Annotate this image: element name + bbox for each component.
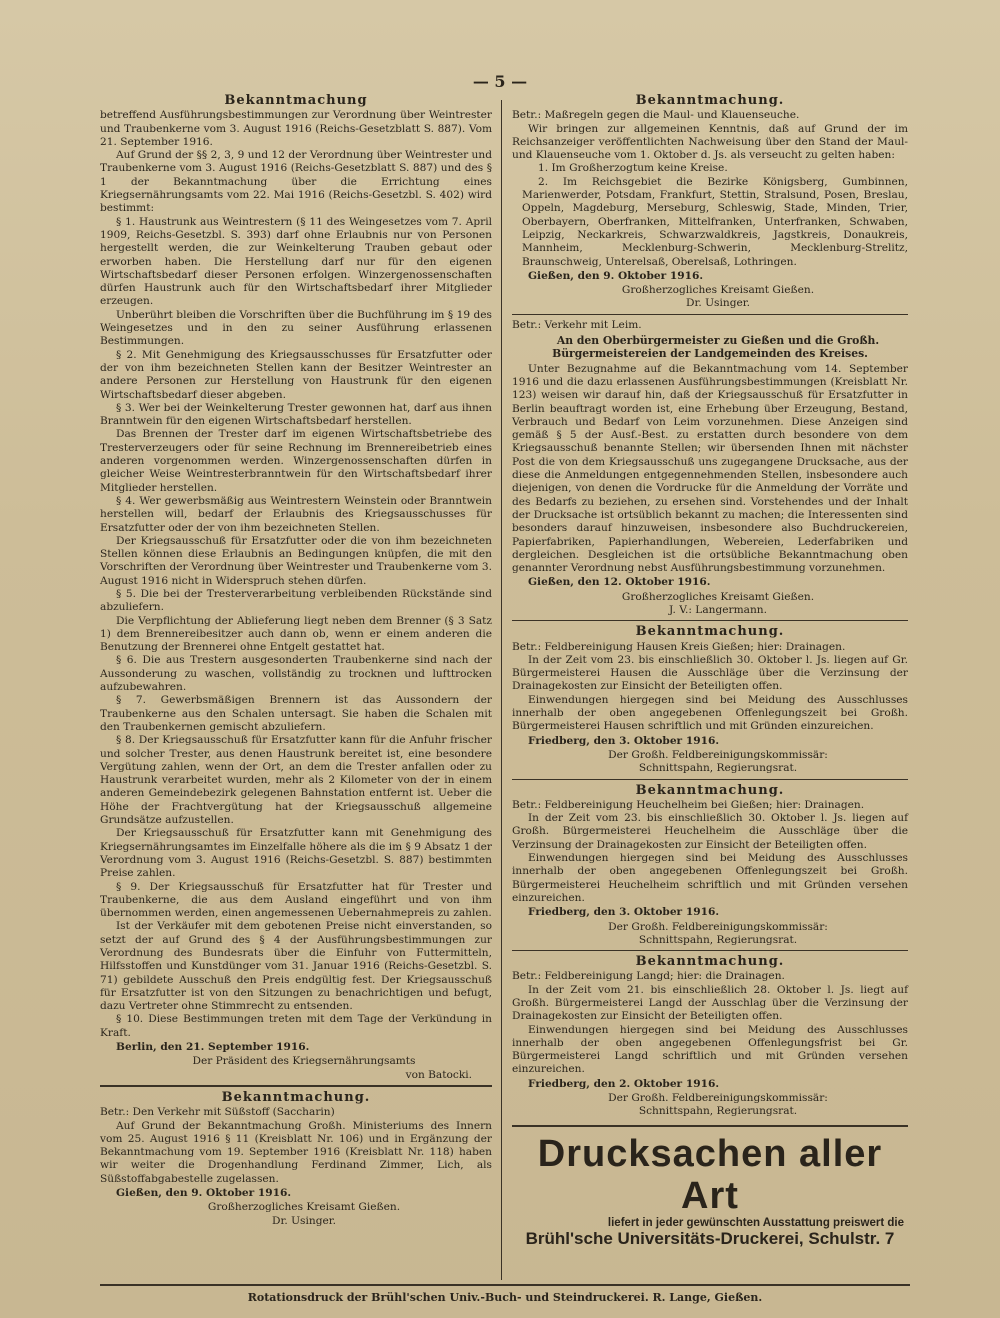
- notice-signature-office: Der Großh. Feldbereinigungskommissär:: [608, 920, 828, 933]
- separator: [512, 779, 908, 780]
- notice-paragraph: Ist der Verkäufer mit dem gebotenen Preise nicht einverstanden, so setzt der auf Grund des § 4 der Ausführungsbestimmungen zur Verordnung des Bundesrats über die Einfuhr von Futtermitteln, Hilfsstoffen und Kunstdünger vom 31. Januar 1916 (Reichs-Gesetzbl. S. 71) gebildete Ausschuß den Preis endgültig fest. Der Kriegsausschuß für Ersatzfutter ist von den Sitzungen zu benachrichtigen und befugt, dazu Vertreter ohne Stimmrecht zu entsenden.: [100, 920, 492, 1013]
- notice-list-item: 1. Im Großherzogtum keine Kreise.: [538, 162, 728, 175]
- notice-suessstoff: [100, 1091, 492, 1228]
- notice-paragraph: § 9. Der Kriegsausschuß für Ersatzfutter hat für Trester und Traubenkerne, die aus dem Ausland eingeführt und von ihm übernommen werden, einen angemessenen Uebernahmepreis zu zahlen.: [100, 880, 492, 920]
- notice-paragraph: Auf Grund der §§ 2, 3, 9 und 12 der Verordnung über Weintrester und Traubenkerne vom 3. August 1916 (Reichs-Gesetzblatt S. 887) und des § 1 der Bekanntmachung über die Errichtung eines Kriegsernährungsamts vom 22. Mai 1916 (Reichs-Gesetzbl. S. 402) wird bestimmt:: [100, 149, 492, 215]
- notice-paragraph: § 10. Diese Bestimmungen treten mit dem Tage der Verkündung in Kraft.: [100, 1013, 492, 1039]
- notice-place-date: Gießen, den 9. Oktober 1916.: [116, 1187, 292, 1200]
- notice-paragraph: § 2. Mit Genehmigung des Kriegsausschusses für Ersatzfutter oder der von ihm bezeichneten Stellen kann der Besitzer Weintrester an andere Personen zur Herstellung von Haustrunk für den eigenen Wirtschaftsbedarf dieser abgeben.: [100, 348, 492, 401]
- notice-signature-name: Schnittspahn, Regierungsrat.: [638, 1105, 798, 1118]
- separator: [512, 620, 908, 621]
- notice-paragraph: § 6. Die aus Trestern ausgesonderten Traubenkerne sind nach der Aussonderung zu waschen, vollständig zu trocknen und lufttrocken aufzubewahren.: [100, 654, 492, 694]
- notice-paragraph: § 5. Die bei der Tresterverarbeitung verbleibenden Rückstände sind abzuliefern.: [100, 587, 492, 614]
- notice-place-date: Gießen, den 12. Oktober 1916.: [528, 576, 711, 589]
- notice-paragraph: Einwendungen hiergegen sind bei Meidung des Ausschlusses innerhalb der oben angegebenen Offenlegungsfrist bei Gr. Bürgermeisterei Langd schriftlich und mit Gründen versehen einzureichen.: [512, 1023, 908, 1076]
- notice-place-date: Friedberg, den 2. Oktober 1916.: [528, 1077, 720, 1090]
- notice-signature-name: Dr. Usinger.: [685, 297, 751, 310]
- notice-signature-name: J. V.: Langermann.: [669, 603, 767, 616]
- notice-paragraph: Einwendungen hiergegen sind bei Meidung des Ausschlusses innerhalb der oben angegebenen Offenlegungszeit bei Großh. Bürgermeisterei Heuchelheim schriftlich und mit Gründen versehen einzureichen.: [512, 852, 908, 904]
- notice-weintrester: [100, 94, 492, 1082]
- notice-paragraph: betreffend Ausführungsbestimmungen zur Verordnung über Weintrester und Traubenkerne vom 3. August 1916 (Reichs-Gesetzblatt S. 887). Vom 21. September 1916.: [100, 109, 492, 148]
- notice-paragraph: § 3. Wer bei der Weinkelterung Trester gewonnen hat, darf aus ihnen Branntwein für den eigenen Wirtschaftsbedarf herstellen.: [100, 401, 492, 428]
- notice-paragraph: § 7. Gewerbsmäßigen Brennern ist das Aussondern der Traubenkerne aus den Schalen untersagt. Sie haben die Schalen mit den Traubenkernen gemischt abzuliefern.: [100, 694, 492, 733]
- notice-title: Bekanntmachung.: [635, 93, 785, 108]
- page-number: — 5 —: [472, 72, 528, 91]
- notice-paragraph: § 1. Haustrunk aus Weintrestern (§ 11 des Weingesetzes vom 7. April 1909, Reichs-Gesetzbl. S. 393) darf ohne Erlaubnis nur von Personen hergestellt werden, die zur Weinkelterung Trauben gebaut oder erworben haben. Die Herstellung darf nur für den eigenen Wirtschaftsbedarf dieser Personen erfolgen. Winzergenossenschaften dürfen Haustrunk auch für den Wirtschaftsbedarf ihrer Mitglieder erzeugen.: [100, 215, 492, 308]
- notice-paragraph: § 8. Der Kriegsausschuß für Ersatzfutter kann für die Anfuhr frischer und solcher Trester, aus denen Haustrunk bereitet ist, eine besondere Vergütung zahlen, wenn der Ort, an dem die Trester anfallen oder zu Haustrunk verarbeitet wurden, mehr als 2 Kilometer von der in einem anderen Gemeindebezirk gelegenen Bahnstation entfernt ist. Ueber die Höhe der Frachtvergütung hat der Kriegsausschuß allgemeine Grundsätze aufzustellen.: [100, 734, 492, 827]
- notice-signature-office: Großherzogliches Kreisamt Gießen.: [207, 1201, 401, 1214]
- notice-signature-office: Großherzogliches Kreisamt Gießen.: [621, 590, 815, 603]
- ad-headline: Drucksachen aller Art: [537, 1132, 883, 1217]
- ad-tagline: liefert in jeder gewünschten Ausstattung preiswert die: [607, 1216, 904, 1229]
- notice-signature-name: von Batocki.: [405, 1068, 472, 1081]
- notice-signature-office: Der Präsident des Kriegsernährungsamts: [192, 1055, 416, 1068]
- notice-paragraph: Der Kriegsausschuß für Ersatzfutter kann mit Genehmigung des Kriegsernährungsamtes im Einzelfalle höhere als die im § 9 Absatz 1 der Verordnung vom 3. August 1916 (Reichs-Gesetzbl. S. 887) bestimmten Preise zahlen.: [100, 827, 492, 880]
- notice-subject: Betr.: Feldbereinigung Hausen Kreis Gießen; hier: Drainagen.: [512, 640, 846, 653]
- notice-title: Bekanntmachung.: [635, 954, 785, 970]
- column-divider: [501, 100, 502, 1280]
- notice-paragraph: § 4. Wer gewerbsmäßig aus Weintrestern Weinstein oder Branntwein herstellen will, bedarf der Erlaubnis des Kriegsausschusses für Ersatzfutter oder der von ihm bezeichneten Stellen.: [100, 494, 492, 534]
- notice-signature-name: Dr. Usinger.: [271, 1214, 337, 1227]
- notice-signature-office: Großherzogliches Kreisamt Gießen.: [621, 284, 815, 297]
- notice-paragraph: Der Kriegsausschuß für Ersatzfutter oder die von ihm bezeichneten Stellen können diese Erlaubnis an Bedingungen knüpfen, die mit den Vorschriften der Verordnung über Weintrester und Traubenkerne vom 3. August 1916 nicht in Widerspruch stehen dürfen.: [100, 534, 492, 587]
- notice-paragraph: In der Zeit vom 23. bis einschließlich 30. Oktober l. Js. liegen auf Großh. Bürgermeisterei Heuchelheim die Ausschläge über die Verzinsung der Drainagekosten zur Einsicht der Beteiligten offen.: [512, 812, 908, 851]
- notice-paragraph: Wir bringen zur allgemeinen Kenntnis, daß auf Grund der im Reichsanzeiger veröffentlichten Nachweisung über den Stand der Maul- und Klauenseuche vom 1. Oktober d. Js. als verseucht zu gelten haben:: [512, 122, 908, 162]
- notice-addressee: An den Oberbürgermeister zu Gießen und die Großh. Bürgermeistereien der Landgemeinden des Kreises.: [552, 334, 880, 361]
- right-column: [512, 92, 908, 1248]
- notice-paragraph: Unberührt bleiben die Vorschriften über die Buchführung im § 19 des Weingesetzes und in den zu seiner Ausführung erlassenen Bestimmungen.: [100, 308, 492, 348]
- notice-hausen: [512, 625, 908, 775]
- notice-paragraph: Die Verpflichtung der Ablieferung liegt neben dem Brenner (§ 3 Satz 1) dem Brennereibesitzer auch dann ob, wenn er einem anderen die Benutzung der Brennerei ohne Entgelt gestattet hat.: [100, 614, 492, 654]
- notice-subject: Betr.: Feldbereinigung Langd; hier: die Drainagen.: [512, 970, 785, 983]
- notice-paragraph: Unter Bezugnahme auf die Bekanntmachung vom 14. September 1916 und die dazu erlassenen Ausführungsbestimmungen (Kreisblatt Nr. 123) weisen wir darauf hin, daß der Kriegsausschuß für Ersatzfutter in Berlin beauftragt worden ist, eine Erhebung über Erzeugung, Bestand, Verbrauch und Bedarf von Leim vorzunehmen. Diese Anzeigen sind gemäß § 5 der Ausf.-Best. zu erstatten durch besondere von dem Kriegsausschuß benannte Stellen; wir übersenden Ihnen mit nächster Post die von dem Kriegsausschuß uns zugegangene Drucksache, aus der diese die Anmeldungen entgegennehmenden Stellen, insbesondere auch diejenigen, von denen die Vordrucke für die Anmeldung der Vorräte und des Bedarfs zu beziehen, zu ersehen sind. Vorstehendes und der Inhalt der Drucksache ist ortsüblich bekannt zu machen; die Interessenten sind besonders darauf hinzuweisen, insbesondere also Buchdruckereien, Papierfabriken, Papierhandlungen, Webereien, Lederfabriken und dergleichen. Desgleichen ist die ortsübliche Bekanntmachung oben genannter Verordnung nebst Ausführungsbestimmung vorzunehmen.: [512, 362, 908, 575]
- notice-subject: Betr.: Den Verkehr mit Süßstoff (Saccharin): [100, 1106, 335, 1119]
- notice-leim: [512, 319, 908, 618]
- left-column: [100, 92, 492, 1228]
- ad-company: Brühl'sche Universitäts-Druckerei, Schulstr. 7: [525, 1228, 895, 1248]
- notice-heuchelheim: [512, 784, 908, 948]
- notice-signature-office: Der Großh. Feldbereinigungskommissär:: [608, 748, 828, 761]
- notice-subject: Betr.: Feldbereinigung Heuchelheim bei Gießen; hier: Drainagen.: [512, 798, 865, 811]
- separator: [100, 1085, 492, 1087]
- printing-advertisement: [512, 1125, 908, 1246]
- notice-place-date: Friedberg, den 3. Oktober 1916.: [528, 906, 720, 919]
- notice-paragraph: Das Brennen der Trester darf im eigenen Wirtschaftsbetriebe des Tresterverzeugers oder für seine Rechnung im Brennereibetrieb eines anderen vorgenommen werden. Winzergenossenschaften dürfen in gleicher Weise Weintresterbranntwein für den Wirtschaftsbedarf ihrer Mitglieder herstellen.: [100, 428, 492, 494]
- notice-place-date: Gießen, den 9. Oktober 1916.: [528, 269, 704, 282]
- notice-paragraph: In der Zeit vom 23. bis einschließlich 30. Oktober l. Js. liegen auf Gr. Bürgermeisterei Hausen die Ausschläge über die Verzinsung der Drainagekosten zur Einsicht der Beteiligten offen.: [512, 653, 908, 693]
- printer-footer: Rotationsdruck der Brühl'schen Univ.-Buch- und Steindruckerei. R. Lange, Gießen.: [100, 1284, 910, 1304]
- notice-signature-name: Schnittspahn, Regierungsrat.: [638, 762, 798, 775]
- notice-title: Bekanntmachung: [224, 93, 368, 108]
- notice-place-date: Berlin, den 21. September 1916.: [116, 1041, 310, 1054]
- separator: [512, 950, 908, 951]
- notice-signature-name: Schnittspahn, Regierungsrat.: [638, 933, 798, 946]
- notice-title: Bekanntmachung.: [635, 624, 785, 640]
- notice-maulseuche: [512, 94, 908, 311]
- notice-signature-office: Der Großh. Feldbereinigungskommissär:: [608, 1092, 828, 1105]
- notice-paragraph: Einwendungen hiergegen sind bei Meidung des Ausschlusses innerhalb der oben angegebenen Offenlegungszeit bei Großh. Bürgermeisterei Hausen schriftlich und mit Gründen einzureichen.: [512, 693, 908, 733]
- notice-paragraph: Auf Grund der Bekanntmachung Großh. Ministeriums des Innern vom 25. August 1916 § 11 (Kreisblatt Nr. 106) und in Ergänzung der Bekanntmachung vom 19. September 1916 (Kreisblatt Nr. 118) haben wir weiter die Drogenhandlung Ferdinand Zimmer, Lich, als Süßstoffabgabestelle zugelassen.: [100, 1119, 492, 1185]
- notice-paragraph: In der Zeit vom 21. bis einschließlich 28. Oktober l. Js. liegt auf Großh. Bürgermeisterei Langd der Ausschlag über die Verzinsung der Drainagekosten zur Einsicht der Beteiligten offen.: [512, 983, 908, 1023]
- notice-subject: Betr.: Verkehr mit Leim.: [512, 318, 642, 331]
- notice-subject: Betr.: Maßregeln gegen die Maul- und Klauenseuche.: [512, 109, 800, 122]
- separator: [512, 314, 908, 315]
- notice-list-item: 2. Im Reichsgebiet die Bezirke Königsberg, Gumbinnen, Marienwerder, Potsdam, Frankfurt, Stettin, Stralsund, Posen, Breslau, Oppeln, Magdeburg, Merseburg, Schleswig, Stade, Minden, Trier, Oberbayern, Oberfranken, Mittelfranken, Unterfranken, Schwaben, Leipzig, Neckarkreis, Schwarzwaldkreis, Jagstkreis, Donaukreis, Mannheim, Mecklenburg-Schwerin, Mecklenburg-Strelitz, Braunschweig, Unterelsaß, Oberelsaß, Lothringen.: [522, 175, 908, 268]
- notice-title: Bekanntmachung.: [221, 1089, 371, 1105]
- notice-title: Bekanntmachung.: [635, 782, 785, 798]
- notice-langd: [512, 955, 908, 1119]
- notice-place-date: Friedberg, den 3. Oktober 1916.: [528, 734, 720, 747]
